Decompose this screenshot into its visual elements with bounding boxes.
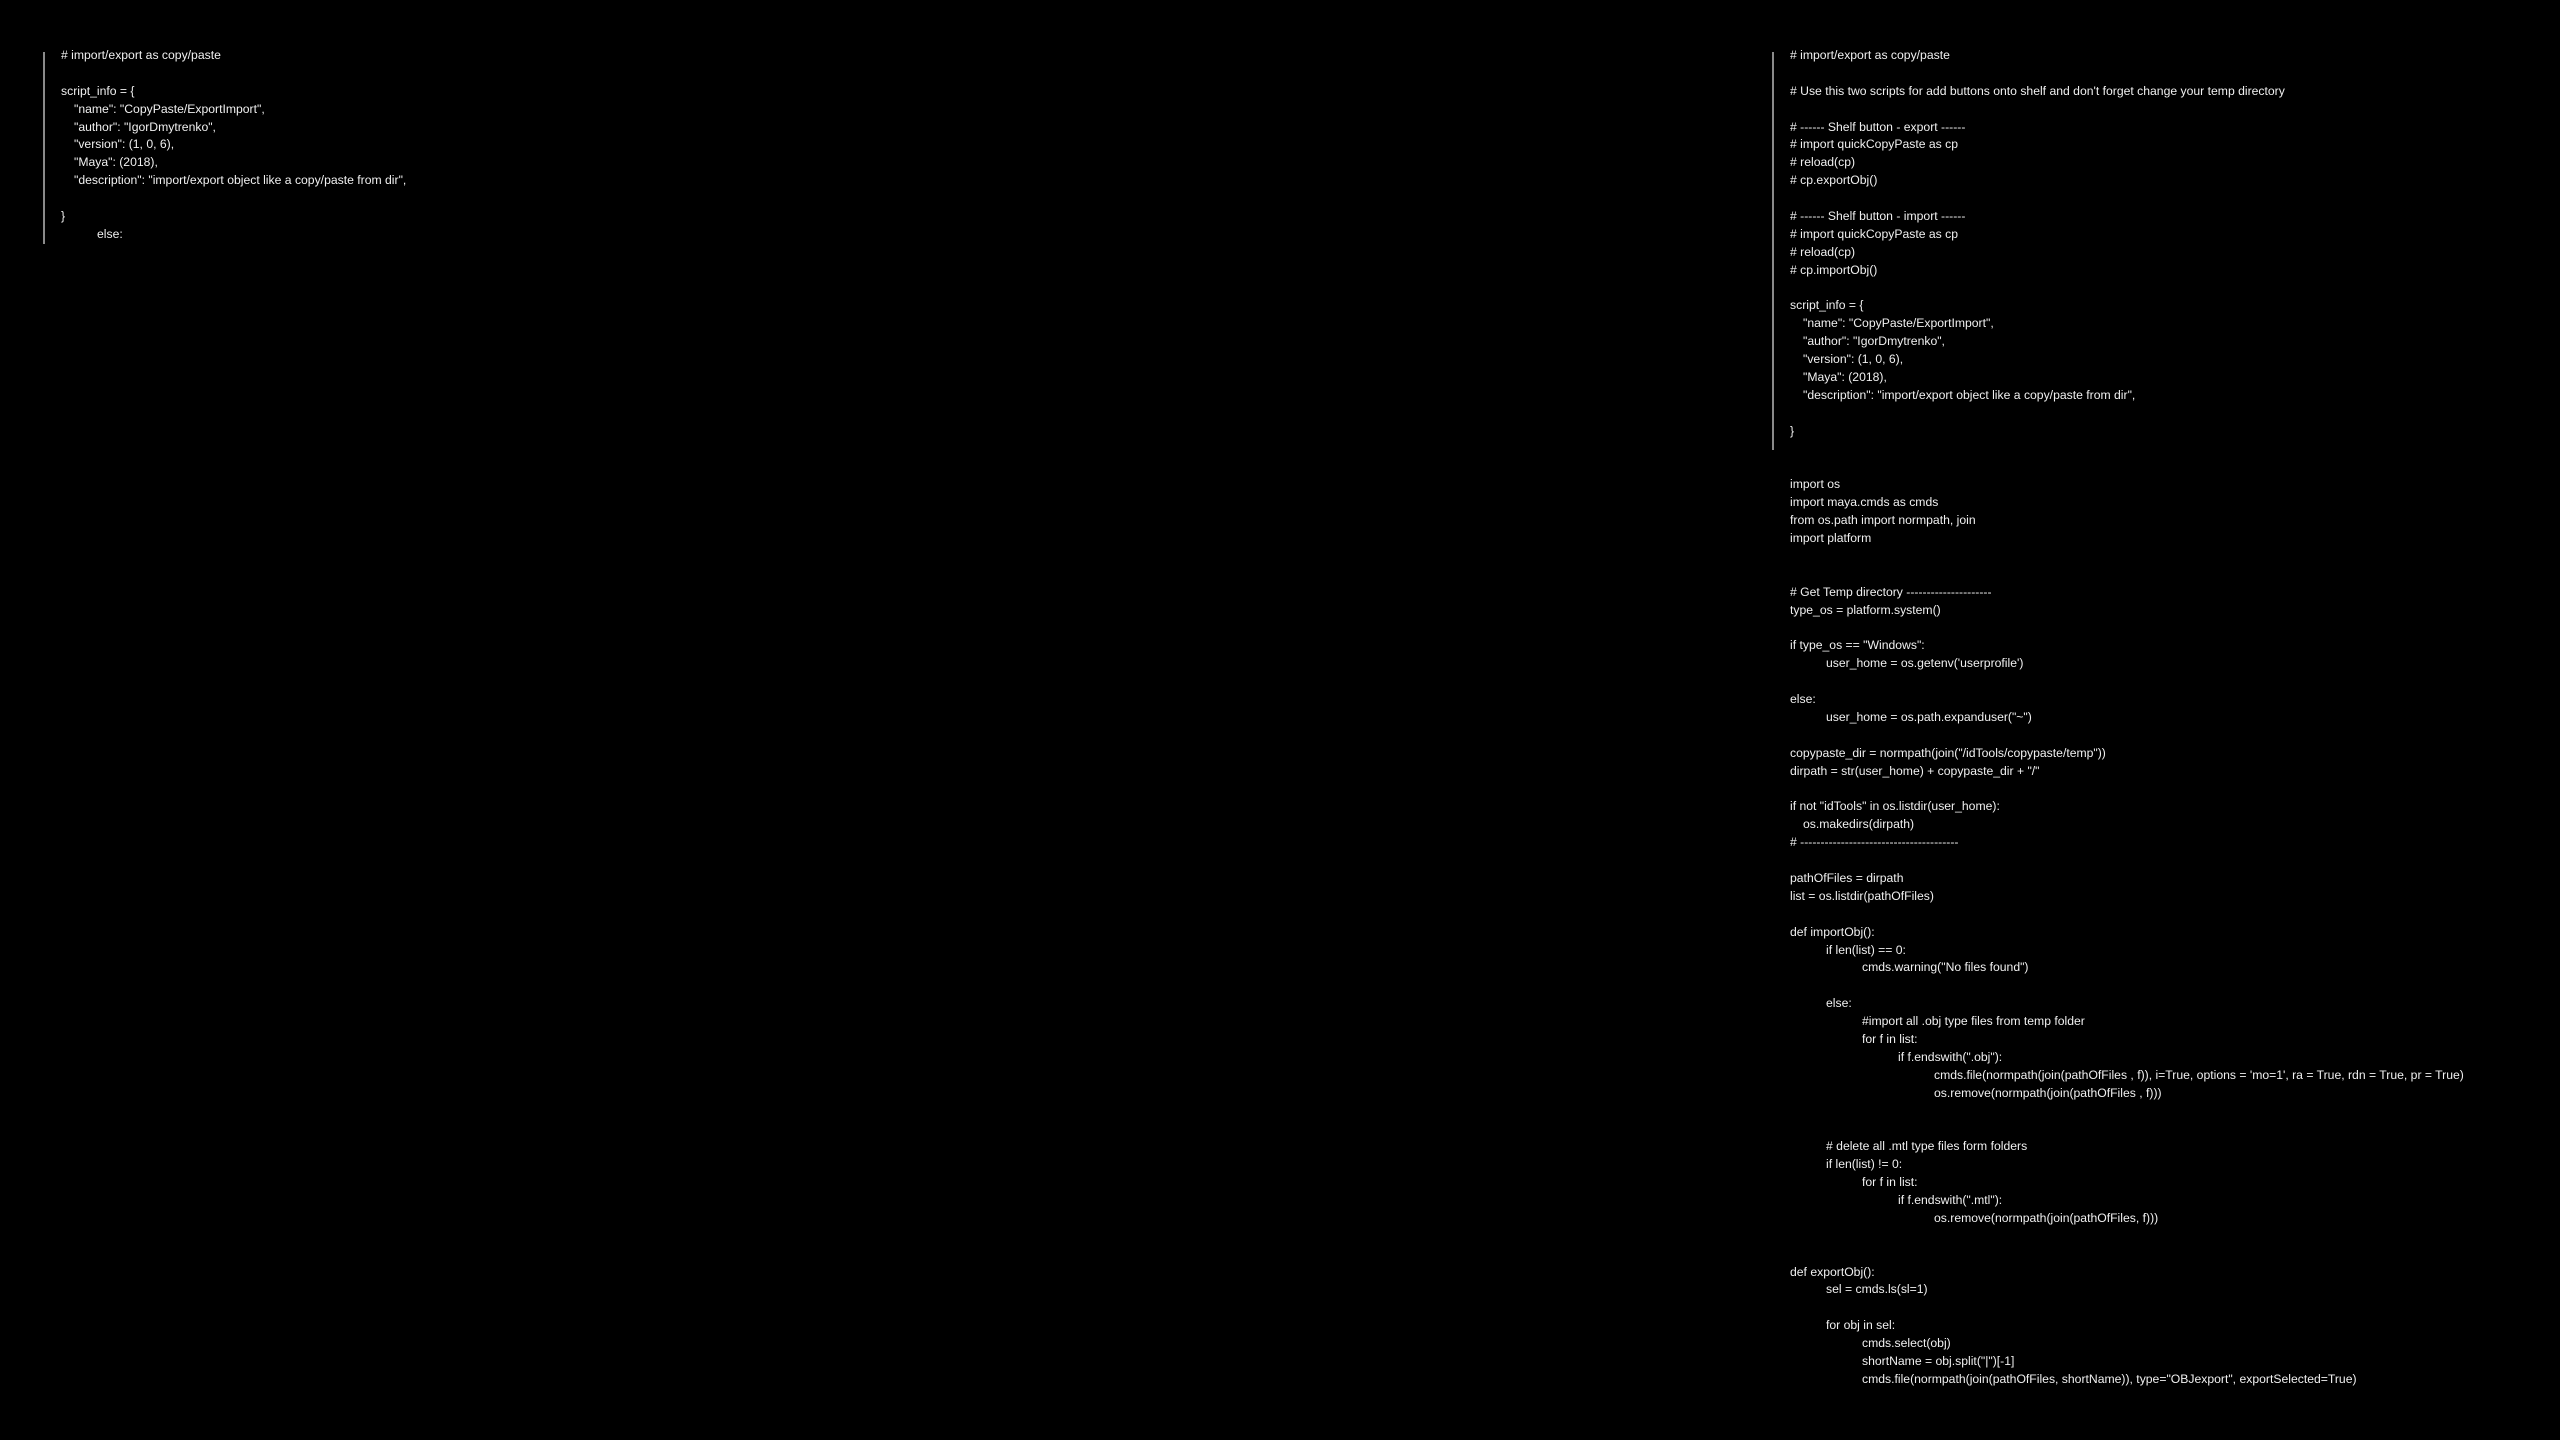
left-code-block[interactable] xyxy=(61,47,406,244)
code-line: else: xyxy=(1790,692,1816,707)
code-line: # import quickCopyPaste as cp xyxy=(1790,137,1958,152)
code-line: script_info = { xyxy=(1790,298,1864,313)
code-line: } xyxy=(1790,423,1795,438)
code-line: cmds.file(normpath(join(pathOfFiles , f)), i=True, options = 'mo=1', ra = True, rdn = True, pr = True) xyxy=(1934,1067,2464,1082)
code-line: "Maya": (2018), xyxy=(1803,370,1887,385)
code-line: # ------ Shelf button - import ------ xyxy=(1790,209,1966,224)
code-line: if type_os == "Windows": xyxy=(1790,638,1925,653)
code-line: list = os.listdir(pathOfFiles) xyxy=(1790,888,1934,903)
code-line xyxy=(1790,405,2464,423)
code-line: #import all .obj type files from temp folder xyxy=(1862,1014,2085,1029)
code-line: sel = cmds.ls(sl=1) xyxy=(1826,1282,1928,1297)
code-line: # reload(cp) xyxy=(1790,244,1856,259)
code-line xyxy=(1790,620,2464,638)
code-line: script_info = { xyxy=(61,83,135,98)
code-line: if len(list) == 0: xyxy=(1826,942,1906,957)
code-line xyxy=(1790,906,2464,924)
code-line: import os xyxy=(1790,477,1841,492)
code-line xyxy=(1790,1103,2464,1121)
code-line: cmds.warning("No files found") xyxy=(1862,960,2029,975)
code-line: "name": "CopyPaste/ExportImport", xyxy=(1803,316,1994,331)
code-line: else: xyxy=(97,226,123,241)
code-line: "description": "import/export object like a copy/paste from dir", xyxy=(74,173,407,188)
code-line: if not "idTools" in os.listdir(user_home): xyxy=(1790,799,2000,814)
right-code-block[interactable] xyxy=(1790,47,2464,1389)
code-line xyxy=(1790,1120,2464,1138)
left-code-gutter-bar xyxy=(43,52,45,244)
code-line: "version": (1, 0, 6), xyxy=(1803,352,1904,367)
code-line: "author": "IgorDmytrenko", xyxy=(1803,334,1945,349)
code-line: copypaste_dir = normpath(join("/idTools/copypaste/temp")) xyxy=(1790,745,2106,760)
code-line: user_home = os.path.expanduser("~") xyxy=(1826,709,2032,724)
code-line xyxy=(1790,1246,2464,1264)
code-line: from os.path import normpath, join xyxy=(1790,513,1976,528)
code-line xyxy=(1790,673,2464,691)
code-line xyxy=(61,190,406,208)
code-line: # import/export as copy/paste xyxy=(61,48,221,62)
code-line: # Use this two scripts for add buttons onto shelf and don't forget change your temp directory xyxy=(1790,83,2285,98)
code-line: import maya.cmds as cmds xyxy=(1790,495,1939,510)
code-line: type_os = platform.system() xyxy=(1790,602,1941,617)
code-line: for obj in sel: xyxy=(1826,1318,1896,1333)
code-line: for f in list: xyxy=(1862,1031,1918,1046)
code-line: shortName = obj.split("|")[-1] xyxy=(1862,1354,2015,1369)
code-line xyxy=(1790,1299,2464,1317)
code-line: pathOfFiles = dirpath xyxy=(1790,870,1904,885)
code-line: import platform xyxy=(1790,531,1872,546)
code-line: "name": "CopyPaste/ExportImport", xyxy=(74,101,265,116)
code-line: os.remove(normpath(join(pathOfFiles , f))) xyxy=(1934,1085,2162,1100)
code-line: os.makedirs(dirpath) xyxy=(1803,817,1915,832)
code-line xyxy=(1790,65,2464,83)
code-line: def exportObj(): xyxy=(1790,1264,1875,1279)
code-line: def importObj(): xyxy=(1790,924,1875,939)
code-line: if f.endswith(".obj"): xyxy=(1898,1049,2003,1064)
code-line: # import/export as copy/paste xyxy=(1790,48,1950,62)
code-line xyxy=(1790,190,2464,208)
code-line: # ------ Shelf button - export ------ xyxy=(1790,119,1966,134)
code-line: "author": "IgorDmytrenko", xyxy=(74,119,216,134)
code-line xyxy=(1790,458,2464,476)
code-line xyxy=(1790,1228,2464,1246)
code-line: # --------------------------------------- xyxy=(1790,835,1959,850)
code-line: for f in list: xyxy=(1862,1175,1918,1190)
code-line: # cp.exportObj() xyxy=(1790,173,1878,188)
code-line xyxy=(1790,280,2464,298)
code-line xyxy=(1790,727,2464,745)
code-line xyxy=(1790,441,2464,459)
code-line xyxy=(1790,781,2464,799)
code-line: "Maya": (2018), xyxy=(74,155,158,170)
code-line xyxy=(1790,566,2464,584)
code-line: } xyxy=(61,209,66,224)
code-line: user_home = os.getenv('userprofile') xyxy=(1826,656,2024,671)
code-line xyxy=(1790,977,2464,995)
code-line: # Get Temp directory --------------------- xyxy=(1790,584,1992,599)
code-line: os.remove(normpath(join(pathOfFiles, f))) xyxy=(1934,1210,2159,1225)
right-code-gutter-bar xyxy=(1772,52,1774,450)
code-line: # reload(cp) xyxy=(1790,155,1856,170)
code-line xyxy=(61,65,406,83)
code-line xyxy=(1790,101,2464,119)
code-line: cmds.file(normpath(join(pathOfFiles, shortName)), type="OBJexport", exportSelected=True) xyxy=(1862,1371,2357,1386)
code-line: # cp.importObj() xyxy=(1790,262,1878,277)
code-line: # delete all .mtl type files form folders xyxy=(1826,1139,2028,1154)
code-line: cmds.select(obj) xyxy=(1862,1336,1951,1351)
code-line: "version": (1, 0, 6), xyxy=(74,137,175,152)
code-line: "description": "import/export object like a copy/paste from dir", xyxy=(1803,387,2136,402)
code-line: dirpath = str(user_home) + copypaste_dir + "/" xyxy=(1790,763,2040,778)
code-line: if len(list) != 0: xyxy=(1826,1157,1903,1172)
code-line xyxy=(1790,852,2464,870)
code-line: # import quickCopyPaste as cp xyxy=(1790,226,1958,241)
code-line: if f.endswith(".mtl"): xyxy=(1898,1193,2003,1207)
code-line xyxy=(1790,548,2464,566)
code-line: else: xyxy=(1826,996,1852,1011)
